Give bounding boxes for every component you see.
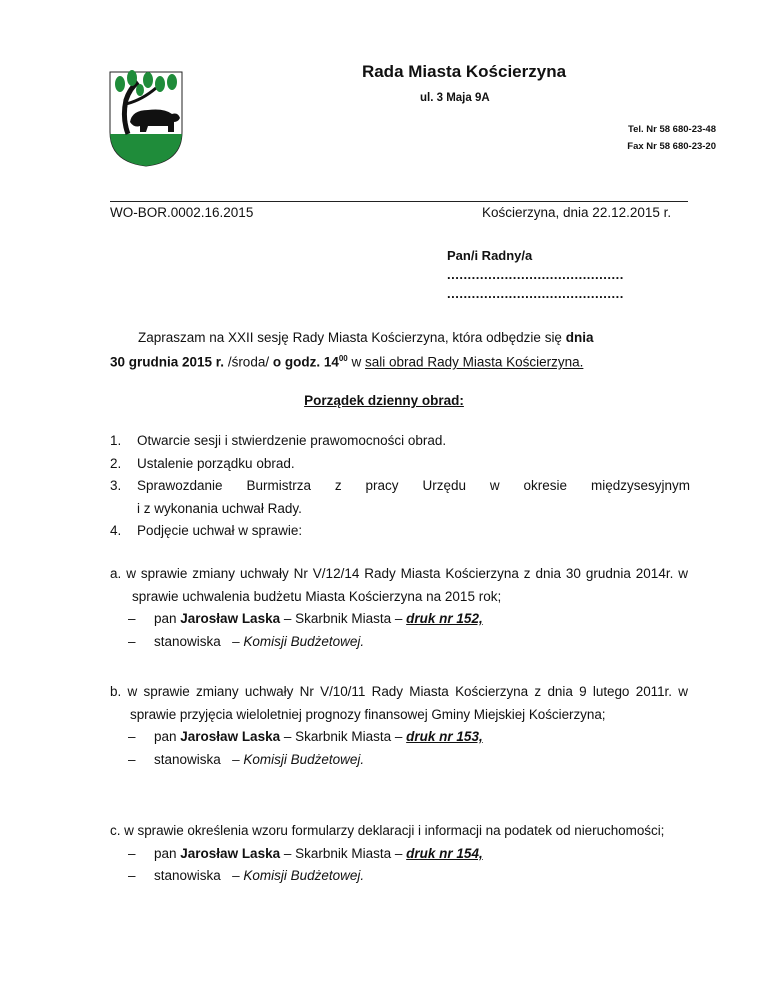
- org-name: Rada Miasta Kościerzyna: [361, 62, 567, 81]
- org-address: ul. 3 Maja 9A: [420, 92, 490, 104]
- opinion-row: – stanowiska – Komisji Budżetowej.: [128, 633, 365, 649]
- fax-number: Fax Nr 58 680-23-20: [627, 141, 716, 152]
- session-time-minutes: 00: [338, 354, 348, 363]
- druk-number: druk nr 153,: [406, 729, 483, 744]
- presenter-row: – pan Jarosław Laska – Skarbnik Miasta – druk nr 153,: [128, 729, 483, 744]
- presenter-row: – pan Jarosław Laska – Skarbnik Miasta – druk nr 154,: [128, 845, 483, 861]
- addressee-line-1: ...........................................: [447, 267, 624, 282]
- presenter-row: – pan Jarosław Laska – Skarbnik Miasta – druk nr 152,: [128, 611, 483, 626]
- session-time: o godz. 14: [272, 354, 339, 370]
- list-item: 3. Sprawozdanie Burmistrza z pracy Urzędu w okresie międzysesyjnym i z wykonania uchwał Rady.: [110, 478, 690, 516]
- resolution-c: c. w sprawie określenia wzoru formularzy deklaracji i informacji na podatek od nieruchomości; – pan Jarosław Laska – Skarbnik Miasta – druk nr 154, – stanowiska – Komisji Budżetowej.: [110, 820, 688, 888]
- invitation-w: w: [347, 354, 366, 370]
- druk-number: druk nr 152,: [406, 611, 483, 626]
- session-date: 30 grudnia 2015 r.: [110, 354, 225, 370]
- addressee-title: Pan/i Radny/a: [447, 248, 533, 263]
- invitation-dnia: dnia: [565, 330, 594, 345]
- opinion-row: – stanowiska – Komisji Budżetowej.: [128, 751, 365, 767]
- invitation-text: Zapraszam na XXII sesję Rady Miasta Kościerzyna, która odbędzie się: [138, 330, 566, 345]
- agenda-list: [110, 430, 690, 543]
- resolution-a: a. w sprawie zmiany uchwały Nr V/12/14 Rady Miasta Kościerzyna z dnia 30 grudnia 2014r. w sprawie uchwalenia budżetu Miasta Kościerzyna na 2015 rok; – pan Jarosław Laska – Skarbnik Miasta – druk nr 152, – stanowiska – Komisji Budżetowej.: [110, 563, 688, 653]
- list-item: 4. Podjęcie uchwał w sprawie:: [110, 523, 303, 538]
- list-item: 2. Ustalenie porządku obrad.: [110, 455, 295, 471]
- invitation-paragraph: [110, 327, 684, 373]
- addressee-block: [447, 246, 624, 303]
- opinion-row: – stanowiska – Komisji Budżetowej.: [128, 868, 365, 883]
- session-weekday: /środa/: [224, 354, 273, 370]
- druk-number: druk nr 154,: [406, 845, 483, 861]
- reference-number: WO-BOR.0002.16.2015: [110, 205, 254, 220]
- date-line: Kościerzyna, dnia 22.12.2015 r.: [482, 205, 672, 220]
- header-divider: [110, 201, 688, 202]
- resolution-b: b. w sprawie zmiany uchwały Nr V/10/11 Rady Miasta Kościerzyna z dnia 9 lutego 2011r. w sprawie przyjęcia wieloletniej prognozy finansowej Gminy Miejskiej Kościerzyna; – pan Jarosław Laska – Skarbnik Miasta – druk nr 153, – stanowiska – Komisji Budżetowej.: [110, 681, 688, 771]
- list-item: 1. Otwarcie sesji i stwierdzenie prawomocności obrad.: [110, 433, 447, 448]
- agenda-title: Porządek dzienny obrad:: [304, 393, 464, 408]
- contact-block: [627, 121, 716, 155]
- session-place: sali obrad Rady Miasta Kościerzyna.: [365, 354, 584, 370]
- tel-number: Tel. Nr 58 680-23-48: [627, 124, 716, 135]
- addressee-line-2: ...........................................: [447, 286, 624, 301]
- coat-of-arms-icon: [108, 70, 184, 168]
